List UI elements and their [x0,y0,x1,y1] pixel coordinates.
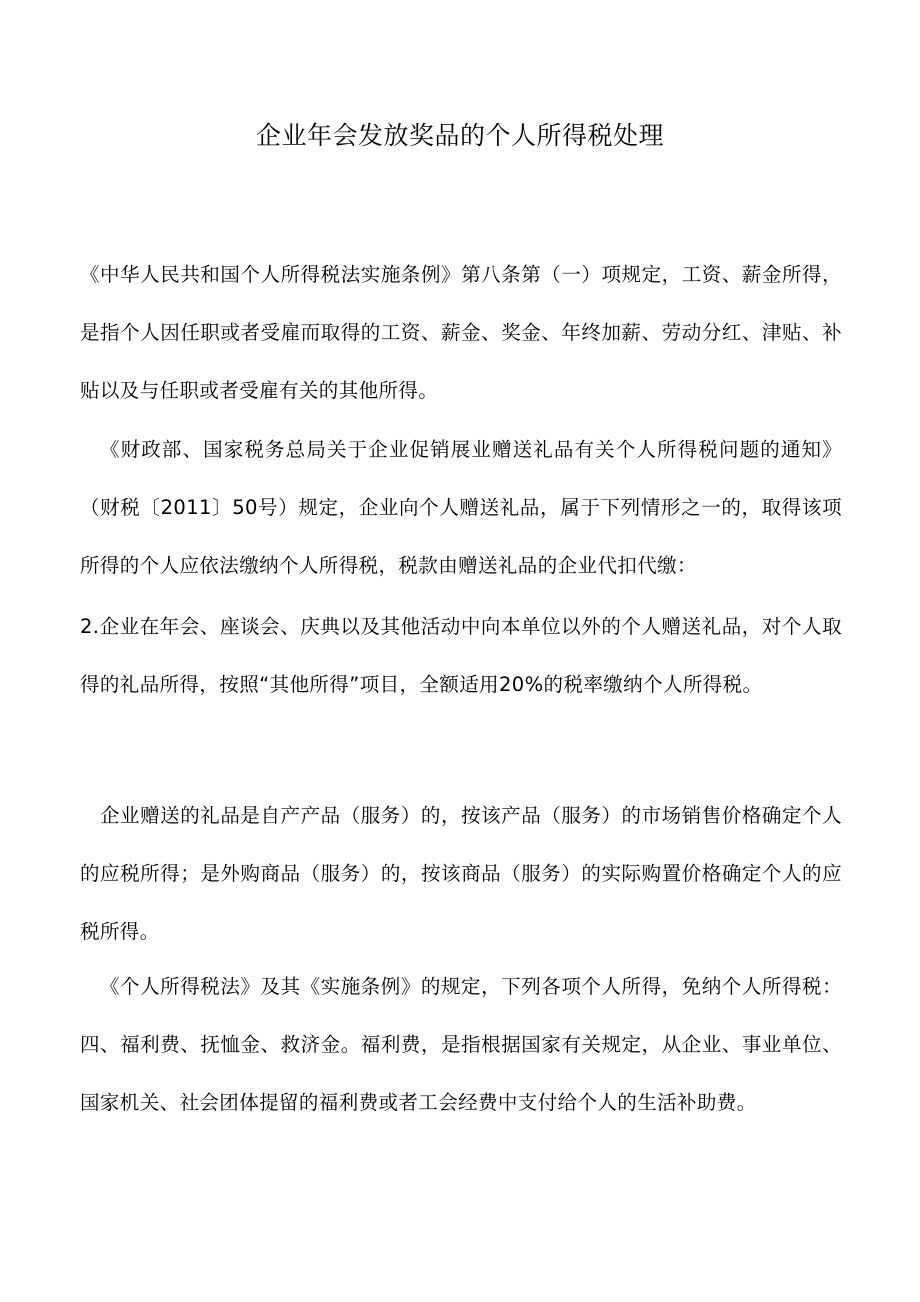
paragraph-annual-meeting-gifts: 2.企业在年会、座谈会、庆典以及其他活动中向本单位以外的个人赠送礼品，对个人取得的礼品所得，按照“其他所得”项目，全额适用20%的税率缴纳个人所得税。 [80,615,842,696]
paragraph-gift-tax-notice: 《财政部、国家税务总局关于企业促销展业赠送礼品有关个人所得税问题的通知》（财税〔2011〕50号）规定，企业向个人赠送礼品，属于下列情形之一的，取得该项所得的个人应依法缴纳个人所得税，税款由赠送礼品的企业代扣代缴： [80,438,842,577]
document-title: 企业年会发放奖品的个人所得税处理 [255,121,664,150]
paragraph-gift-valuation: 企业赠送的礼品是自产产品（服务）的，按该产品（服务）的市场销售价格确定个人的应税所得；是外购商品（服务）的，按该商品（服务）的实际购置价格确定个人的应税所得。 [80,804,842,943]
paragraph-wage-definition: 《中华人民共和国个人所得税法实施条例》第八条第（一）项规定，工资、薪金所得，是指个人因任职或者受雇而取得的工资、薪金、奖金、年终加薪、劳动分红、津贴、补贴以及与任职或者受雇有关的其他所得。 [80,263,842,402]
paragraph-welfare-exemption: 《个人所得税法》及其《实施条例》的规定，下列各项个人所得，免纳个人所得税：四、福利费、抚恤金、救济金。福利费，是指根据国家有关规定，从企业、事业单位、国家机关、社会团体提留的福利费或者工会经费中支付给个人的生活补助费。 [80,975,842,1114]
